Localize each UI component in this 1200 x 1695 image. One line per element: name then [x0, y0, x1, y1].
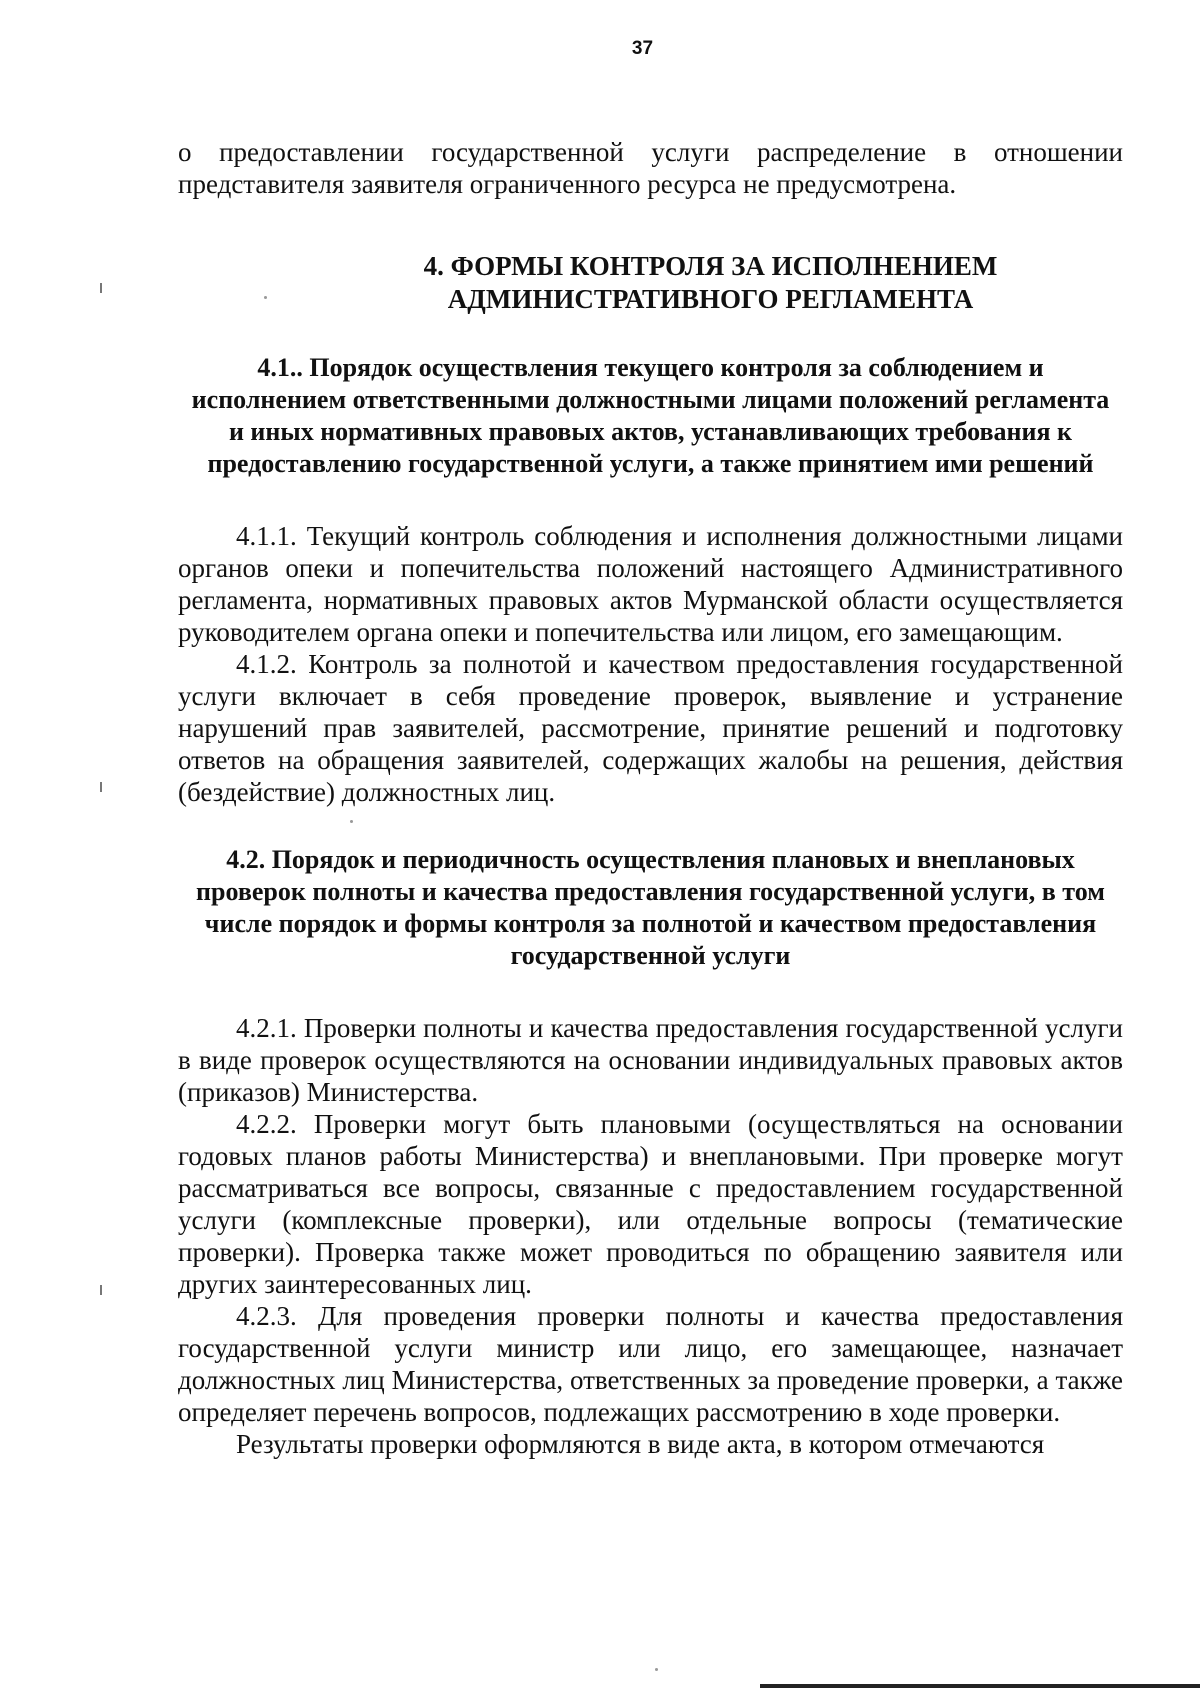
margin-mark	[100, 283, 102, 293]
subsection-4-1-body	[178, 520, 1123, 808]
paragraph-4-2-3: 4.2.3. Для проведения проверки полноты и качества предоставления государственной услуги министр или лицо, его замещающее, назначает должностных лиц Министерства, ответственных за проведение проверки, а также определяет перечень вопросов, подлежащих рассмотрению в ходе проверки.	[178, 1301, 1123, 1427]
subsection-4-2-body	[178, 1012, 1123, 1460]
intro-paragraph: о предоставлении государственной услуги распределение в отношении представителя заявителя ограниченного ресурса не предусмотрена.	[178, 137, 1123, 199]
subsection-4-1-title: 4.1.. Порядок осуществления текущего контроля за соблюдением и исполнением ответственными должностными лицами положений регламента и иных нормативных правовых актов, устанавливающих требования к предоставлению государственной услуги, а также принятием ими решений	[191, 353, 1110, 478]
margin-mark	[100, 1285, 102, 1295]
section-title: 4. ФОРМЫ КОНТРОЛЯ ЗА ИСПОЛНЕНИЕМ АДМИНИСТРАТИВНОГО РЕГЛАМЕНТА	[423, 251, 998, 314]
scan-edge-line	[760, 1684, 1200, 1688]
page-number: 37	[631, 38, 654, 59]
subsection-4-2-title: 4.2. Порядок и периодичность осуществления плановых и внеплановых проверок полноты и качества предоставления государственной услуги, в том числе порядок и формы контроля за полнотой и качеством предоставления государственной услуги	[196, 845, 1105, 970]
scan-speck	[655, 1668, 658, 1671]
paragraph-4-2-1: 4.2.1. Проверки полноты и качества предоставления государственной услуги в виде проверок осуществляются на основании индивидуальных правовых актов (приказов) Министерства.	[178, 1013, 1123, 1107]
paragraph-4-1-2: 4.1.2. Контроль за полнотой и качеством предоставления государственной услуги включает в себя проведение проверок, выявление и устранение нарушений прав заявителей, рассмотрение, принятие решений и подготовку ответов на обращения заявителей, содержащих жалобы на решения, действия (бездействие) должностных лиц.	[178, 649, 1123, 807]
margin-mark	[100, 782, 102, 792]
paragraph-4-1-1: 4.1.1. Текущий контроль соблюдения и исполнения должностными лицами органов опеки и попечительства положений настоящего Административного регламента, нормативных правовых актов Мурманской области осуществляется руководителем органа опеки и попечительства или лицом, его замещающим.	[178, 521, 1123, 647]
paragraph-results: Результаты проверки оформляются в виде акта, в котором отмечаются	[236, 1429, 1045, 1459]
document-body	[178, 136, 1123, 1460]
paragraph-4-2-2: 4.2.2. Проверки могут быть плановыми (осуществляться на основании годовых планов работы Министерства) и внеплановыми. При проверке могут рассматриваться все вопросы, связанные с предоставлением государственной услуги (комплексные проверки), или отдельные вопросы (тематические проверки). Проверка также может проводиться по обращению заявителя или других заинтересованных лиц.	[178, 1109, 1123, 1299]
